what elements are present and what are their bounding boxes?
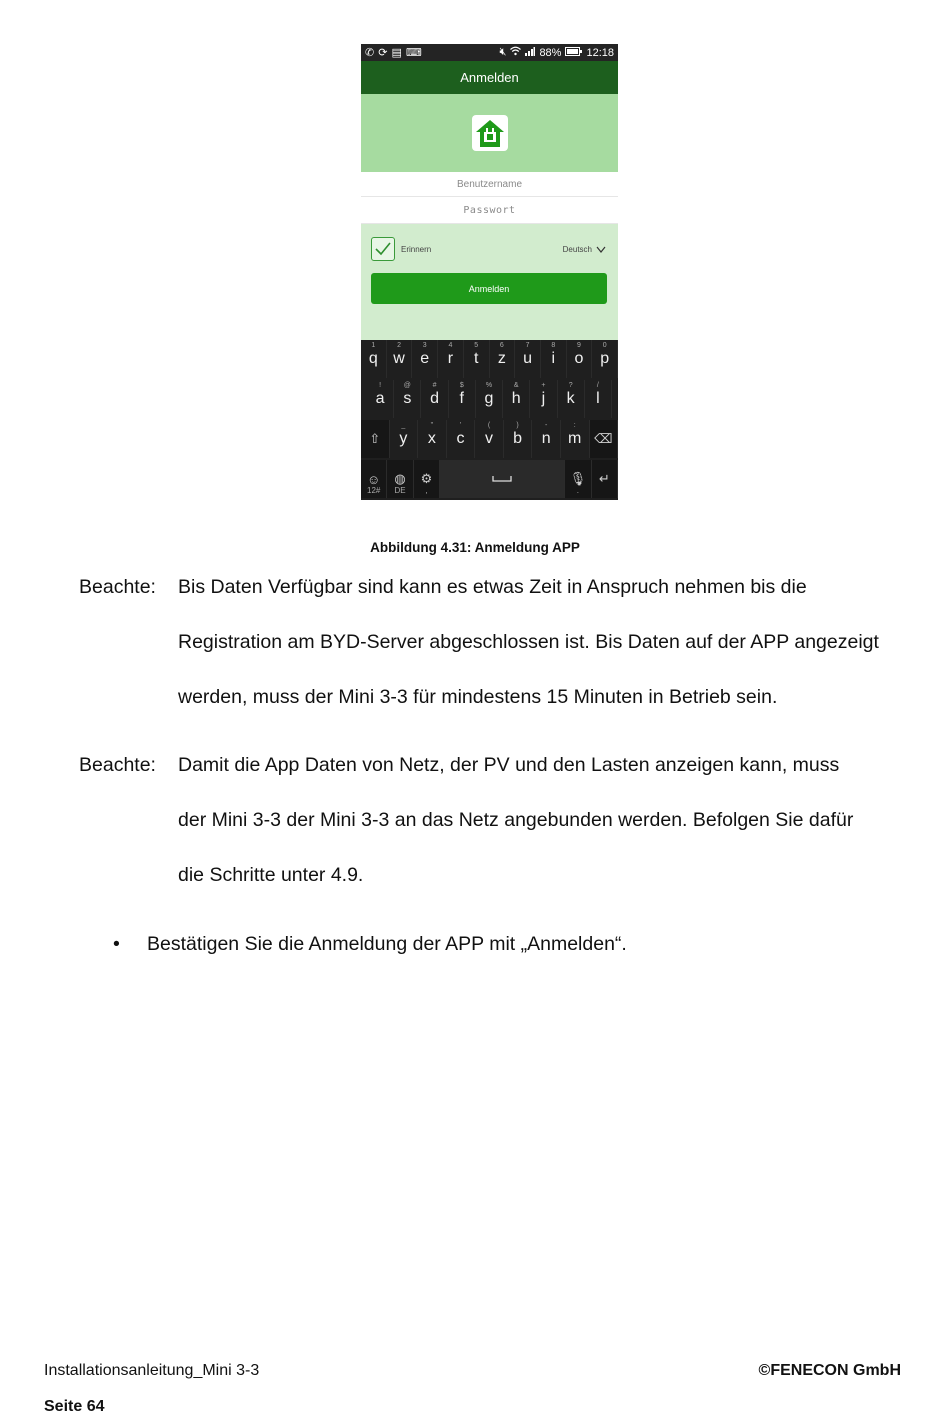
page-number: Seite 64 [44, 1398, 105, 1415]
microphone-key[interactable]: 🎙︎ . [565, 460, 591, 498]
app-login-screenshot [361, 44, 618, 500]
bullet-item [113, 933, 627, 956]
app-title: Anmelden [460, 70, 519, 85]
key-alt-label: _ [401, 422, 406, 429]
key-alt-label: 8 [551, 342, 556, 349]
key-y[interactable] [390, 420, 419, 458]
bullet-text: Bestätigen Sie die Anmeldung der APP mit „Anmelden“. [147, 933, 627, 955]
key-label: w [393, 350, 405, 367]
sync-icon: ⟳ [378, 47, 388, 59]
key-alt-label: 4 [448, 342, 453, 349]
key-label: u [523, 350, 533, 367]
key-k[interactable] [558, 380, 585, 418]
key-alt-label: : [573, 422, 576, 429]
key-label: x [427, 430, 436, 447]
key-u[interactable] [515, 340, 541, 378]
wifi-icon [510, 46, 521, 59]
key-alt-label: 6 [499, 342, 504, 349]
check-icon [375, 242, 391, 256]
key-label: d [430, 390, 439, 407]
key-r[interactable] [438, 340, 464, 378]
key-t[interactable] [464, 340, 490, 378]
house-logo-icon [472, 115, 508, 151]
language-select[interactable] [563, 245, 606, 254]
key-j[interactable] [530, 380, 557, 418]
key-s[interactable] [394, 380, 421, 418]
key-i[interactable] [541, 340, 567, 378]
key-m[interactable] [561, 420, 590, 458]
key-alt-label: - [544, 422, 548, 429]
battery-icon [565, 47, 582, 59]
key-label: h [511, 390, 521, 407]
keyboard-icon: ⌨ [405, 47, 422, 59]
shift-key[interactable]: ⇧ [361, 420, 390, 458]
backspace-key[interactable]: ⌫ [590, 420, 619, 458]
key-alt-label: ) [516, 422, 519, 429]
space-icon [492, 476, 512, 482]
key-a[interactable] [367, 380, 394, 418]
note-line: Registration am BYD-Server abgeschlossen ist. Bis Daten auf der APP angezeigt [178, 631, 879, 653]
logo-area [361, 94, 618, 172]
key-label: q [368, 350, 378, 367]
key-alt-label: 0 [602, 342, 607, 349]
key-e[interactable] [412, 340, 438, 378]
language-value: Deutsch [562, 244, 592, 254]
key-v[interactable] [475, 420, 504, 458]
chevron-down-icon [596, 246, 606, 253]
status-bar [361, 44, 618, 61]
key-alt-label: @ [403, 382, 411, 389]
battery-percent: 88% [539, 46, 562, 59]
key-alt-label: ! [379, 382, 382, 389]
key-label: n [541, 430, 551, 447]
key-alt-label: 9 [577, 342, 581, 349]
key-alt-label: ( [487, 422, 491, 429]
message-icon: ▤ [391, 47, 402, 59]
note-label: Beachte: [79, 754, 156, 776]
key-f[interactable] [449, 380, 476, 418]
key-alt-label: " [430, 422, 434, 429]
key-alt-label: % [485, 382, 493, 389]
note-line: werden, muss der Mini 3-3 für mindestens 15 Minuten in Betrieb sein. [178, 686, 778, 708]
note-line: Damit die App Daten von Netz, der PV und den Lasten anzeigen kann, muss [178, 754, 840, 776]
key-z[interactable] [490, 340, 516, 378]
key-label: z [497, 350, 506, 367]
key-label: f [459, 390, 464, 407]
enter-key[interactable]: ↵ [592, 460, 618, 498]
note-line: der Mini 3-3 der Mini 3-3 an das Netz angebunden werden. Befolgen Sie dafür [178, 809, 854, 831]
key-d[interactable] [421, 380, 448, 418]
key-alt-label: # [432, 382, 437, 389]
key-label: s [403, 390, 412, 407]
key-label: l [596, 390, 600, 407]
username-input[interactable]: Benutzername [361, 172, 618, 197]
note-line: die Schritte unter 4.9. [178, 864, 364, 886]
key-label: p [600, 350, 610, 367]
key-alt-label: & [513, 382, 519, 389]
key-label: k [566, 390, 575, 407]
comma-label: , [425, 486, 428, 495]
note-line: Bis Daten Verfügbar sind kann es etwas Zeit in Anspruch nehmen bis die [178, 576, 807, 598]
key-alt-label: $ [459, 382, 464, 389]
key-label: g [484, 390, 494, 407]
key-n[interactable] [532, 420, 561, 458]
footer-copyright: ©FENECON GmbH [758, 1362, 901, 1379]
key-q[interactable] [361, 340, 387, 378]
language-key[interactable]: ◍ DE [387, 460, 413, 498]
key-label: c [456, 430, 465, 447]
remember-label: Erinnern [401, 244, 432, 254]
emoji-key[interactable]: ☺ 12# [361, 460, 387, 498]
key-p[interactable] [592, 340, 618, 378]
key-w[interactable] [387, 340, 413, 378]
key-alt-label: 1 [371, 342, 376, 349]
login-button[interactable]: Anmelden [371, 273, 607, 304]
key-h[interactable] [503, 380, 530, 418]
app-title-bar [361, 61, 618, 94]
key-label: a [375, 390, 385, 407]
symbols-label: 12# [367, 486, 381, 495]
key-label: i [551, 350, 556, 367]
clock: 12:18 [586, 46, 614, 59]
key-label: y [399, 430, 408, 447]
footer-document-title: Installationsanleitung_Mini 3-3 [44, 1362, 260, 1379]
login-form [361, 224, 618, 342]
key-label: j [541, 390, 546, 407]
key-x[interactable] [418, 420, 447, 458]
key-label: v [485, 430, 494, 447]
onscreen-keyboard [361, 340, 618, 500]
key-alt-label: + [541, 382, 546, 389]
key-alt-label: / [596, 382, 599, 389]
key-label: e [420, 350, 430, 367]
key-alt-label: 7 [525, 342, 530, 349]
whatsapp-icon: ✆ [365, 47, 375, 59]
bullet-icon: • [113, 933, 120, 955]
key-label: t [473, 350, 479, 367]
key-alt-label: ? [568, 382, 573, 389]
remember-checkbox[interactable] [371, 237, 395, 261]
signal-icon [525, 47, 535, 59]
figure-caption: Abbildung 4.31: Anmeldung APP [370, 540, 580, 555]
mute-icon: 🔇︎ [499, 46, 507, 58]
password-input[interactable]: Passwort [361, 197, 618, 224]
keyboard-language-label: DE [394, 486, 406, 495]
key-label: o [574, 350, 584, 367]
settings-key[interactable]: ⚙ , [414, 460, 440, 498]
key-l[interactable] [585, 380, 612, 418]
period-label: . [576, 486, 580, 495]
key-label: m [568, 430, 582, 447]
key-c[interactable] [447, 420, 476, 458]
key-o[interactable] [567, 340, 593, 378]
note-label: Beachte: [79, 576, 156, 598]
key-g[interactable] [476, 380, 503, 418]
key-alt-label: 2 [397, 342, 401, 349]
key-alt-label: 5 [474, 342, 479, 349]
key-alt-label: 3 [422, 342, 427, 349]
key-label: b [513, 430, 523, 447]
key-alt-label: ' [459, 422, 462, 429]
space-key[interactable] [440, 460, 565, 498]
key-b[interactable] [504, 420, 533, 458]
key-label: r [447, 350, 454, 367]
